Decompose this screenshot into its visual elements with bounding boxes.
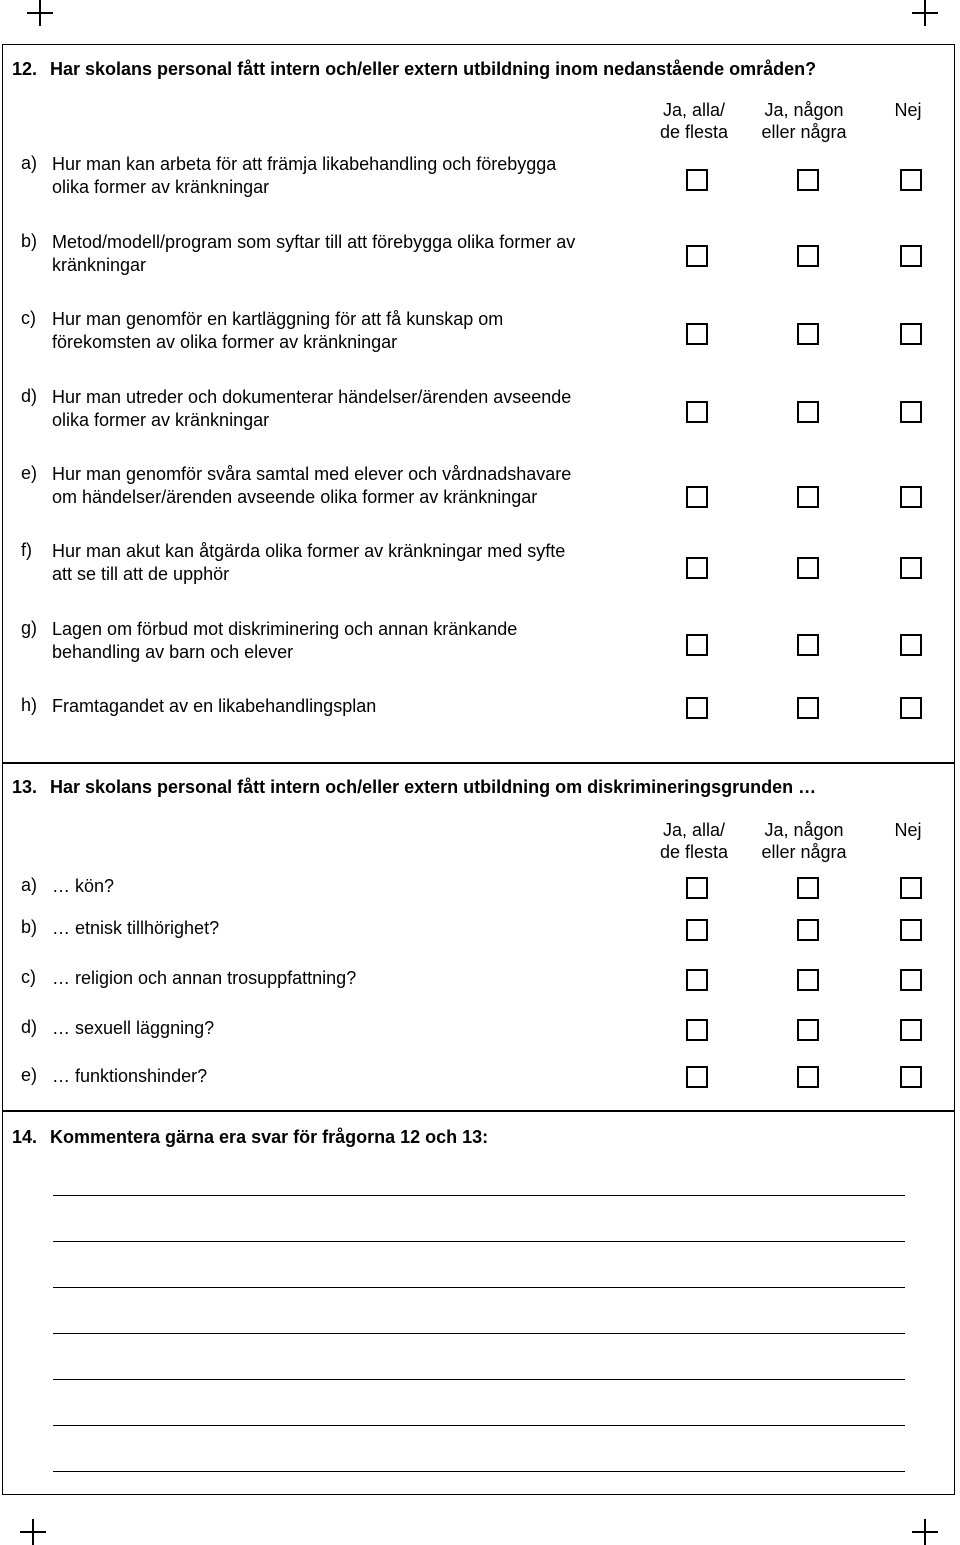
item-text: … etnisk tillhörighet? bbox=[52, 918, 220, 938]
item-text bbox=[52, 308, 503, 353]
item-letter: h) bbox=[21, 695, 38, 715]
item-text bbox=[52, 463, 571, 508]
checkbox-some[interactable] bbox=[797, 919, 819, 941]
checkbox-no[interactable] bbox=[900, 1019, 922, 1041]
item-letter: e) bbox=[21, 463, 38, 483]
item-text: … religion och annan trosuppfattning? bbox=[52, 968, 357, 988]
checkbox-some[interactable] bbox=[797, 697, 819, 719]
checkbox-no[interactable] bbox=[900, 401, 922, 423]
item-text-line-2: om händelser/ärenden avseende olika former av kränkningar bbox=[52, 486, 538, 507]
question-14-title: 14. Kommentera gärna era svar för frågorna 12 och 13: bbox=[12, 1127, 489, 1147]
item-text-line-2: kränkningar bbox=[52, 254, 147, 275]
item-text-line-1: Hur man utreder och dokumenterar händelser/ärenden avseende bbox=[52, 387, 572, 407]
q12-column-header-some: Ja, någon eller några bbox=[761, 100, 847, 142]
comment-line-6[interactable] bbox=[53, 1425, 905, 1426]
checkbox-some[interactable] bbox=[797, 877, 819, 899]
checkbox-no[interactable] bbox=[900, 1066, 922, 1088]
comment-line-1[interactable] bbox=[53, 1195, 905, 1196]
checkbox-no[interactable] bbox=[900, 697, 922, 719]
checkbox-all[interactable] bbox=[686, 1066, 708, 1088]
checkbox-all[interactable] bbox=[686, 634, 708, 656]
checkbox-some[interactable] bbox=[797, 401, 819, 423]
q13-column-header-some: Ja, någon eller några bbox=[761, 820, 847, 862]
checkbox-all[interactable] bbox=[686, 169, 708, 191]
q12-column-header-all: Ja, alla/ de flesta bbox=[659, 100, 729, 142]
item-letter: c) bbox=[21, 967, 36, 987]
checkbox-no[interactable] bbox=[900, 169, 922, 191]
item-text: … kön? bbox=[52, 876, 115, 896]
item-text-line-1: Metod/modell/program som syftar till att förebygga olika former av bbox=[52, 232, 576, 252]
item-text-line-1: Lagen om förbud mot diskriminering och annan kränkande bbox=[52, 619, 518, 639]
checkbox-all[interactable] bbox=[686, 877, 708, 899]
item-letter: c) bbox=[21, 308, 36, 328]
item-letter: a) bbox=[21, 153, 38, 173]
checkbox-some[interactable] bbox=[797, 486, 819, 508]
q13-column-header-no: Nej bbox=[894, 820, 922, 840]
item-text-line-2: att se till att de upphör bbox=[52, 563, 230, 584]
item-text-line-2: förekomsten av olika former av kränkningar bbox=[52, 331, 398, 352]
checkbox-all[interactable] bbox=[686, 557, 708, 579]
checkbox-all[interactable] bbox=[686, 401, 708, 423]
item-letter: d) bbox=[21, 386, 38, 406]
comment-line-7[interactable] bbox=[53, 1471, 905, 1472]
comment-line-3[interactable] bbox=[53, 1287, 905, 1288]
checkbox-all[interactable] bbox=[686, 486, 708, 508]
item-text bbox=[52, 386, 571, 431]
checkbox-no[interactable] bbox=[900, 634, 922, 656]
registration-mark-top-right bbox=[912, 0, 938, 26]
checkbox-no[interactable] bbox=[900, 557, 922, 579]
item-letter: b) bbox=[21, 231, 38, 251]
item-text-line-1: Hur man genomför en kartläggning för att få kunskap om bbox=[52, 309, 504, 329]
question-14-section bbox=[2, 1110, 955, 1495]
checkbox-some[interactable] bbox=[797, 1019, 819, 1041]
q13-column-header-all: Ja, alla/ de flesta bbox=[659, 820, 729, 862]
item-letter: f) bbox=[21, 540, 32, 560]
item-text-line-1: Hur man genomför svåra samtal med elever och vårdnadshavare bbox=[52, 464, 572, 484]
item-text bbox=[52, 153, 556, 198]
question-12-title: 12. Har skolans personal fått intern och/eller extern utbildning inom nedanstående områden? bbox=[12, 59, 817, 79]
comment-line-5[interactable] bbox=[53, 1379, 905, 1380]
checkbox-some[interactable] bbox=[797, 323, 819, 345]
checkbox-all[interactable] bbox=[686, 969, 708, 991]
checkbox-all[interactable] bbox=[686, 323, 708, 345]
checkbox-some[interactable] bbox=[797, 634, 819, 656]
checkbox-all[interactable] bbox=[686, 919, 708, 941]
registration-mark-bottom-right bbox=[912, 1519, 938, 1545]
registration-mark-top-left bbox=[27, 0, 53, 26]
item-text-line-1: Framtagandet av en likabehandlingsplan bbox=[52, 696, 377, 716]
q12-column-header-no: Nej bbox=[894, 100, 922, 120]
question-13-section bbox=[2, 762, 955, 1112]
question-12-section bbox=[2, 44, 955, 764]
item-letter: e) bbox=[21, 1065, 38, 1085]
item-text-line-2: olika former av kränkningar bbox=[52, 409, 270, 430]
checkbox-some[interactable] bbox=[797, 169, 819, 191]
checkbox-some[interactable] bbox=[797, 557, 819, 579]
checkbox-no[interactable] bbox=[900, 486, 922, 508]
item-text: … sexuell läggning? bbox=[52, 1018, 215, 1038]
question-13-title: 13. Har skolans personal fått intern och/eller extern utbildning om diskrimineringsgrunden … bbox=[12, 777, 817, 797]
comment-line-2[interactable] bbox=[53, 1241, 905, 1242]
item-text-line-1: Hur man kan arbeta för att främja likabehandling och förebygga bbox=[52, 154, 557, 174]
checkbox-some[interactable] bbox=[797, 245, 819, 267]
checkbox-some[interactable] bbox=[797, 969, 819, 991]
item-text bbox=[52, 540, 565, 585]
checkbox-some[interactable] bbox=[797, 1066, 819, 1088]
item-letter: b) bbox=[21, 917, 38, 937]
checkbox-no[interactable] bbox=[900, 323, 922, 345]
checkbox-no[interactable] bbox=[900, 919, 922, 941]
item-text bbox=[52, 695, 376, 718]
item-text bbox=[52, 231, 575, 276]
registration-mark-bottom-left bbox=[20, 1519, 46, 1545]
item-text-line-2: behandling av barn och elever bbox=[52, 641, 294, 662]
checkbox-all[interactable] bbox=[686, 697, 708, 719]
item-text-line-1: Hur man akut kan åtgärda olika former av kränkningar med syfte bbox=[52, 541, 566, 561]
item-letter: g) bbox=[21, 618, 38, 638]
item-text: … funktionshinder? bbox=[52, 1066, 208, 1086]
item-letter: d) bbox=[21, 1017, 38, 1037]
checkbox-no[interactable] bbox=[900, 245, 922, 267]
item-text-line-2: olika former av kränkningar bbox=[52, 176, 270, 197]
item-text bbox=[52, 618, 517, 663]
checkbox-all[interactable] bbox=[686, 1019, 708, 1041]
checkbox-no[interactable] bbox=[900, 877, 922, 899]
item-letter: a) bbox=[21, 875, 38, 895]
comment-line-4[interactable] bbox=[53, 1333, 905, 1334]
checkbox-all[interactable] bbox=[686, 245, 708, 267]
checkbox-no[interactable] bbox=[900, 969, 922, 991]
